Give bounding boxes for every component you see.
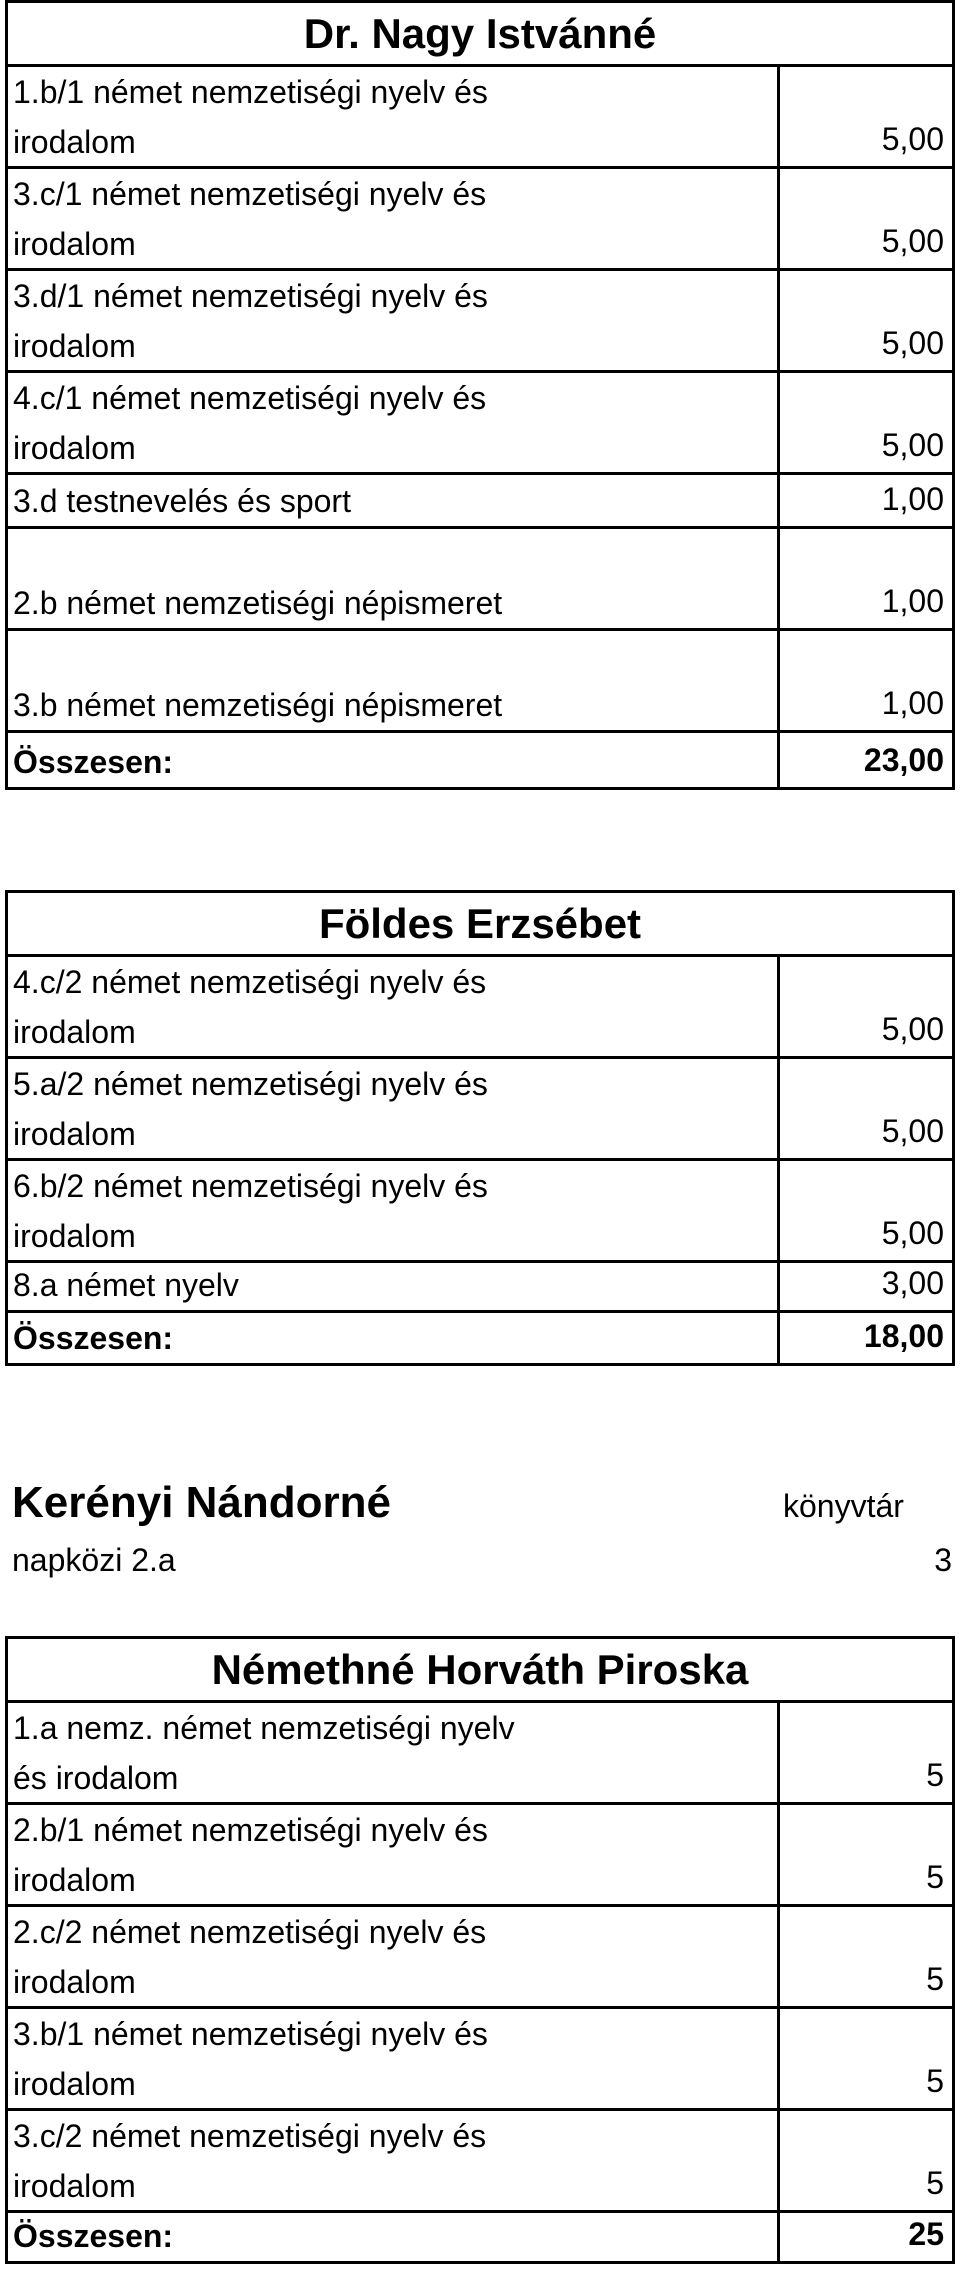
total-row <box>8 1313 952 1363</box>
subject-label: 8.a német nyelv <box>8 1263 780 1310</box>
total-row <box>8 733 952 787</box>
subject-label: 1.a nemz. német nemzetiségi nyelv és irodalom <box>8 1703 780 1802</box>
hours-value: 5 <box>926 2165 944 2201</box>
subject-label: 3.c/2 német nemzetiségi nyelv és irodalom <box>8 2111 780 2210</box>
subject-label: 5.a/2 német nemzetiségi nyelv és irodalom <box>8 1059 780 1158</box>
table-title: Némethné Horváth Piroska <box>8 1639 952 1703</box>
hours-value: 5,00 <box>881 1215 944 1251</box>
hours-value: 5,00 <box>881 1011 944 1047</box>
subject-label: 3.c/1 német nemzetiségi nyelv és irodalom <box>8 169 780 268</box>
subject-label: 2.b/1 német nemzetiségi nyelv és irodalom <box>8 1805 780 1904</box>
hours-value: 5,00 <box>881 427 944 463</box>
total-value: 23,00 <box>863 742 944 778</box>
table-nemethne-horvath-piroska <box>5 1636 955 2264</box>
hours-value: 1,00 <box>881 481 944 517</box>
table-row <box>8 373 952 475</box>
table-row <box>8 1263 952 1313</box>
table-row <box>8 529 952 631</box>
hours-value: 3 <box>934 1542 952 1578</box>
hours-value: 5 <box>926 1757 944 1793</box>
table-row <box>8 67 952 169</box>
subject-label: napközi 2.a <box>12 1542 176 1578</box>
table-title: Földes Erzsébet <box>8 893 952 957</box>
total-label: Összesen: <box>8 733 780 787</box>
hours-value: 5,00 <box>881 325 944 361</box>
total-label: Összesen: <box>8 1313 780 1363</box>
total-value: 25 <box>908 2216 944 2252</box>
subject-label: 3.b/1 német nemzetiségi nyelv és irodalom <box>8 2009 780 2108</box>
subject-label: 2.c/2 német nemzetiségi nyelv és irodalom <box>8 1907 780 2006</box>
hours-value: 5,00 <box>881 223 944 259</box>
library-note: könyvtár <box>783 1488 904 1524</box>
subject-label: 2.b német nemzetiségi népismeret <box>8 529 780 628</box>
subject-label: 3.d/1 német nemzetiségi nyelv és irodalom <box>8 271 780 370</box>
table-row <box>8 957 952 1059</box>
table-row <box>8 2009 952 2111</box>
table-title: Dr. Nagy Istvánné <box>8 3 952 67</box>
total-label: Összesen: <box>8 2213 780 2261</box>
hours-value: 1,00 <box>881 685 944 721</box>
hours-value: 5,00 <box>881 1113 944 1149</box>
subject-label: 4.c/2 német nemzetiségi nyelv és irodalom <box>8 957 780 1056</box>
table-nagy-istvanne <box>5 0 955 790</box>
table-row <box>8 271 952 373</box>
total-value: 18,00 <box>863 1318 944 1354</box>
subject-label: 1.b/1 német nemzetiségi nyelv és irodalom <box>8 67 780 166</box>
hours-value: 1,00 <box>881 583 944 619</box>
table-row <box>8 169 952 271</box>
table-row <box>8 1161 952 1263</box>
hours-value: 3,00 <box>881 1265 944 1301</box>
table-foldes-erzsebet <box>5 890 955 1366</box>
subject-label: 4.c/1 német nemzetiségi nyelv és irodalom <box>8 373 780 472</box>
teacher-name: Kerényi Nándorné <box>12 1478 391 1527</box>
table-row <box>8 1703 952 1805</box>
subject-label: 3.d testnevelés és sport <box>8 475 780 526</box>
table-row <box>8 1059 952 1161</box>
table-row <box>8 475 952 529</box>
hours-value: 5 <box>926 2063 944 2099</box>
subject-label: 3.b német nemzetiségi népismeret <box>8 631 780 730</box>
hours-value: 5 <box>926 1961 944 1997</box>
hours-value: 5,00 <box>881 121 944 157</box>
table-row <box>8 631 952 733</box>
table-row <box>8 1907 952 2009</box>
table-row <box>8 2111 952 2213</box>
total-row <box>8 2213 952 2261</box>
subject-label: 6.b/2 német nemzetiségi nyelv és irodalom <box>8 1161 780 1260</box>
hours-value: 5 <box>926 1859 944 1895</box>
table-row <box>8 1805 952 1907</box>
